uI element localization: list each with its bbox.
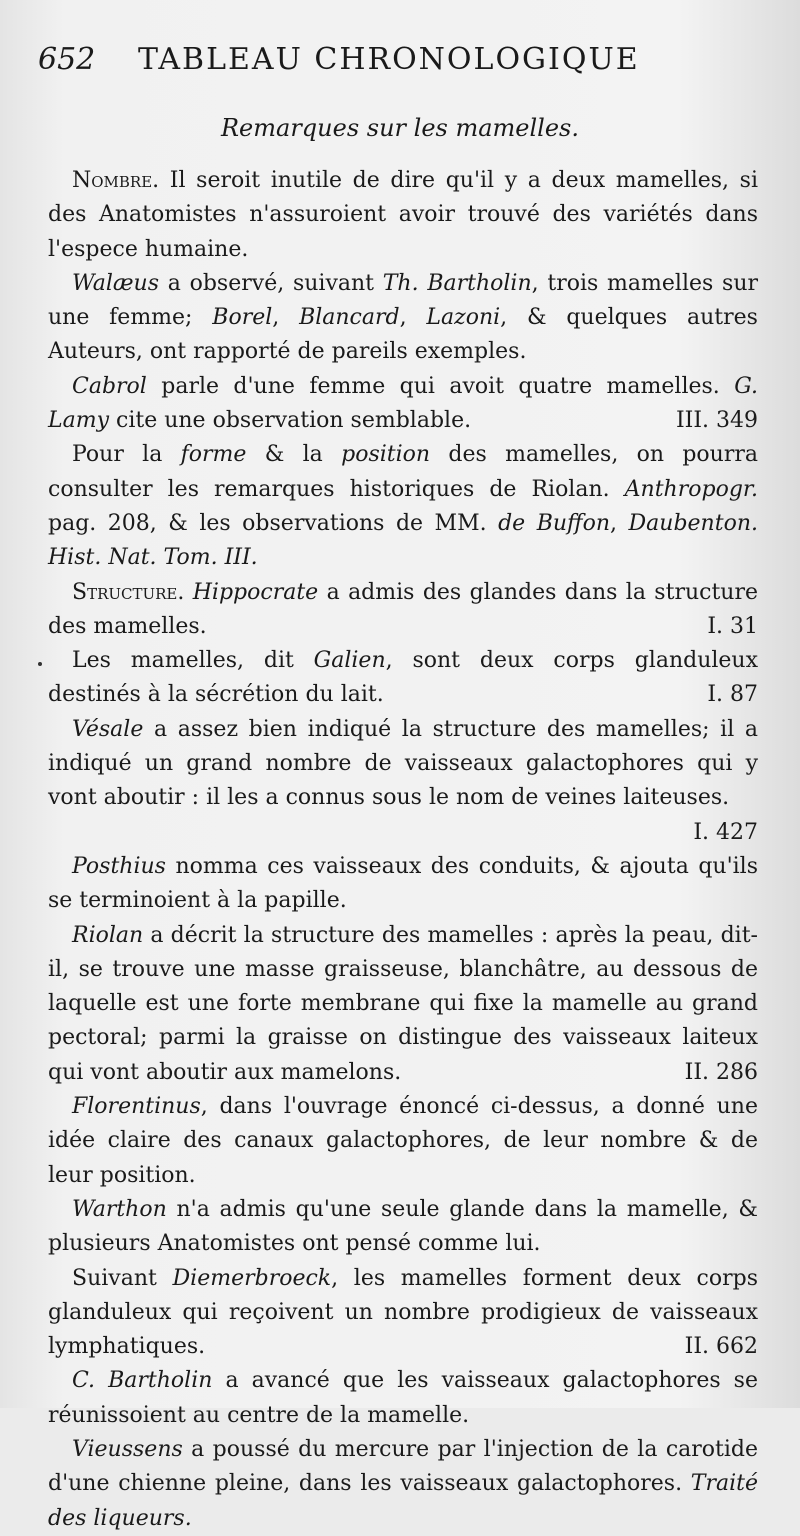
volume-reference: II. 662	[684, 1334, 758, 1360]
ink-mark	[38, 662, 42, 666]
italic-name: Posthius	[72, 853, 166, 879]
paragraph-text: , dans l'ouvrage énoncé ci-dessus, a donné une idée claire des canaux galactophores, de leur nombre & de leur position.	[48, 1094, 758, 1188]
paragraph-text: , les mamelles forment deux corps glanduleux qui reçoivent un nombre prodigieux de vaisseaux lymphatiques.	[48, 1265, 758, 1360]
paragraph	[48, 164, 758, 267]
paragraph-text: a poussé du mercure par l'injection de la carotide d'une chienne pleine, dans les vaisseaux galactophores.	[48, 1436, 758, 1497]
section-title: Remarques sur les mamelles.	[220, 114, 579, 142]
paragraph-lead: Structure.	[72, 579, 185, 605]
italic-name: Lazoni	[426, 305, 501, 331]
paragraph-text: des mamelles, on pourra consulter les remarques historiques de Riolan.	[48, 442, 758, 502]
paragraph-text: n'a admis qu'une seule glande dans la mamelle, & plusieurs Anatomistes ont pensé comme lui.	[48, 1196, 758, 1257]
paragraph	[48, 1364, 758, 1433]
paragraph-text: nomma ces vaisseaux des conduits, & ajouta qu'ils se terminoient à la papille.	[48, 853, 758, 914]
paragraph-text: & la	[246, 442, 342, 468]
paragraph-text: , & quelques autres Auteurs, ont rapporté de pareils exemples.	[48, 305, 758, 365]
volume-reference: II. 286	[684, 1059, 758, 1085]
paragraph	[48, 713, 758, 850]
italic-name: Vieussens	[72, 1436, 183, 1462]
italic-name: Borel	[212, 305, 273, 331]
paragraph-text: a observé, suivant	[159, 270, 383, 296]
volume-reference: I. 31	[707, 613, 758, 639]
italic-name: G. Lamy	[48, 373, 758, 434]
paragraph-text: a avancé que les vaisseaux galactophores se réunissoient au centre de la mamelle.	[48, 1368, 758, 1428]
italic-name: Vésale	[72, 716, 144, 742]
paragraph-text: ,	[610, 510, 629, 536]
paragraph-lead: Nombre.	[72, 168, 160, 193]
paragraph-text	[184, 580, 192, 605]
paragraph-text: a admis des glandes dans la structure des mamelles.	[48, 579, 758, 639]
italic-name: Riolan	[72, 922, 144, 948]
paragraph	[48, 644, 758, 713]
paragraph-text: Suivant	[72, 1265, 173, 1291]
paragraph	[48, 267, 758, 370]
paragraph-text: , trois mamelles sur une femme;	[48, 270, 759, 331]
paragraph	[48, 1433, 758, 1536]
italic-name: Walæus	[72, 270, 159, 296]
volume-reference: III. 349	[675, 408, 758, 434]
paragraph-text: a décrit la structure des mamelles : après la peau, dit-il, se trouve une masse graisseuse, blanchâtre, au dessous de laquelle est une forte membrane qui fixe la mamelle au grand pectoral; parmi la graisse on distingue des vaisseaux laiteux qui vont aboutir aux mamelons.	[48, 922, 758, 1085]
paragraph-text: Pour la	[72, 442, 181, 468]
paragraph-text: parle d'une femme qui avoit quatre mamelles.	[146, 373, 735, 399]
paragraph-text: ,	[399, 305, 427, 331]
paragraph	[48, 370, 758, 439]
italic-name: de Buffon	[498, 510, 611, 536]
paragraph-text: , sont deux corps glanduleux destinés à la sécrétion du lait.	[48, 648, 758, 708]
paragraph-text: a assez bien indiqué la structure des mamelles; il a indiqué un grand nombre de vaisseaux galactophores qui y vont aboutir : il les a connus sous le nom de veines laiteuses.	[48, 716, 758, 811]
paragraph-text: pag. 208, & les observations de MM.	[48, 510, 499, 536]
paragraph	[48, 576, 758, 645]
page-body	[48, 164, 758, 1536]
italic-name: Anthropogr.	[624, 476, 758, 502]
paragraph	[48, 919, 758, 1090]
volume-reference: I. 427	[693, 819, 758, 845]
volume-reference: I. 87	[707, 682, 758, 708]
italic-name: Daubenton. Hist. Nat. Tom. III.	[48, 510, 758, 571]
paragraph	[48, 1193, 758, 1262]
paragraph-text: Il seroit inutile de dire qu'il y a deux mamelles, si des Anatomistes n'assuroient avoir trouvé des variétés dans l'espece humaine.	[48, 168, 758, 262]
paragraph	[48, 1262, 758, 1365]
italic-name: Diemerbroeck	[172, 1265, 332, 1291]
page-number: 652	[38, 42, 96, 77]
italic-name: Cabrol	[72, 373, 147, 399]
italic-name: Traité des liqueurs.	[48, 1471, 758, 1531]
italic-name: Warthon	[72, 1196, 167, 1222]
paragraph-text: ,	[272, 305, 300, 331]
italic-name: position	[341, 442, 431, 468]
running-title: TABLEAU CHRONOLOGIQUE	[138, 42, 640, 77]
paragraph	[48, 850, 758, 919]
italic-name: Florentinus	[72, 1094, 201, 1120]
paragraph	[48, 1090, 758, 1193]
italic-name: Hippocrate	[192, 579, 319, 605]
italic-name: Galien	[313, 648, 386, 674]
paragraph-text: cite une observation semblable.	[109, 408, 472, 434]
italic-name: C. Bartholin	[72, 1368, 213, 1394]
page-header	[38, 36, 758, 86]
paragraph	[48, 438, 758, 575]
italic-name: forme	[180, 442, 247, 468]
italic-name: Th. Bartholin	[382, 270, 532, 296]
italic-name: Blancard	[299, 305, 400, 331]
paragraph-text: Les mamelles, dit	[72, 648, 314, 674]
